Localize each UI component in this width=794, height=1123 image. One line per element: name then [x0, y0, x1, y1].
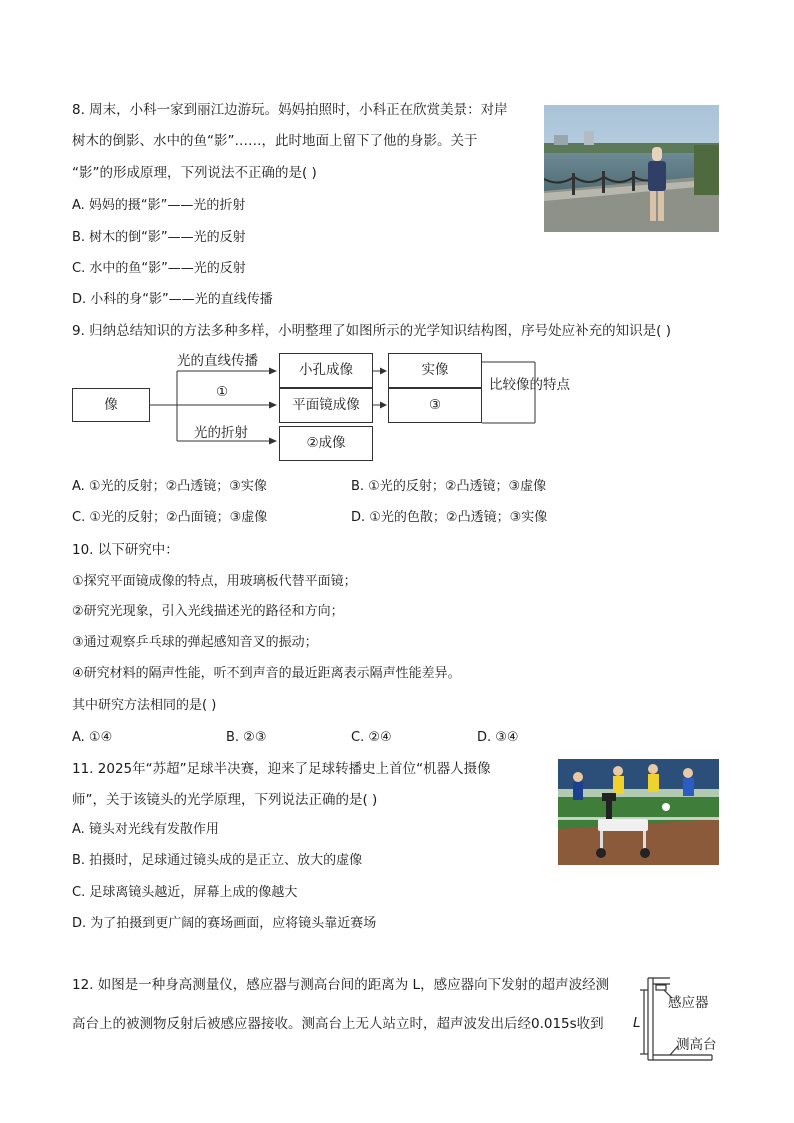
fig-label-L: L: [633, 1015, 641, 1031]
q11-stem-line-2: 师”，关于该镜头的光学原理，下列说法正确的是( ): [72, 792, 378, 808]
q8-option-c: C. 水中的鱼“影”——光的反射: [72, 261, 246, 276]
q10-option-a: A. ①④: [72, 730, 113, 745]
q8-stem-line-3: “影”的形成原理，下列说法不正确的是( ): [72, 165, 317, 181]
diagram-box-lens: ②成像: [279, 426, 373, 461]
q10-item-3: ③通过观察乒乓球的弹起感知音叉的振动；: [72, 635, 318, 650]
diagram-box-real-image: 实像: [388, 353, 482, 388]
diagram-label-refraction: 光的折射: [194, 425, 248, 441]
q10-item-1: ①探究平面镜成像的特点，用玻璃板代替平面镜；: [72, 574, 357, 589]
q10-stem: 10. 以下研究中：: [72, 542, 179, 558]
q11-option-a: A. 镜头对光线有发散作用: [72, 822, 219, 837]
q9-option-b: B. ①光的反射；②凸透镜；③虚像: [351, 479, 547, 494]
q8-option-d: D. 小科的身“影”——光的直线传播: [72, 292, 273, 307]
q12-stem-line-2: 高台上的被测物反射后被感应器接收。测高台上无人站立时，超声波发出后经0.015s收到: [72, 1016, 604, 1032]
q8-option-b: B. 树木的倒“影”——光的反射: [72, 230, 246, 245]
diagram-box-image: 像: [72, 388, 150, 422]
q8-stem-line-1: 8. 周末，小科一家到丽江边游玩。妈妈拍照时，小科正在欣赏美景：对岸: [72, 102, 508, 118]
q10-option-c: C. ②④: [351, 730, 392, 745]
q10-item-2: ②研究光现象，引入光线描述光的路径和方向；: [72, 604, 344, 619]
diagram-label-rectilinear: 光的直线传播: [177, 353, 258, 369]
q8-stem-line-2: 树木的倒影、水中的鱼“影”……，此时地面上留下了他的身影。关于: [72, 133, 478, 149]
fig-label-platform: 测高台: [676, 1037, 717, 1053]
diagram-box-pinhole: 小孔成像: [279, 353, 373, 388]
diagram-label-blank-1: ①: [216, 384, 229, 400]
diagram-label-compare: 比较像的特点: [489, 377, 570, 393]
q11-option-b: B. 拍摄时，足球通过镜头成的是正立、放大的虚像: [72, 853, 363, 868]
q10-question: 其中研究方法相同的是( ): [72, 698, 217, 713]
diagram-box-plane-mirror: 平面镜成像: [279, 388, 373, 423]
q9-option-c: C. ①光的反射；②凸面镜；③虚像: [72, 510, 268, 525]
fig-label-sensor: 感应器: [668, 995, 709, 1011]
q9-option-d: D. ①光的色散；②凸透镜；③实像: [351, 510, 548, 525]
q10-item-4: ④研究材料的隔声性能，听不到声音的最近距离表示隔声性能差异。: [72, 666, 461, 681]
q10-option-b: B. ②③: [226, 730, 267, 745]
q8-option-a: A. 妈妈的摄“影”——光的折射: [72, 198, 246, 213]
q12-stem-line-1: 12. 如图是一种身高测量仪，感应器与测高台间的距离为 L，感应器向下发射的超声波经测: [72, 977, 610, 993]
q11-stem-line-1: 11. 2025年“苏超”足球半决赛，迎来了足球转播史上首位“机器人摄像: [72, 761, 491, 777]
diagram-box-blank-3: ③: [388, 388, 482, 423]
q11-option-d: D. 为了拍摄到更广阔的赛场画面，应将镜头靠近赛场: [72, 916, 377, 931]
q9-option-a: A. ①光的反射；②凸透镜；③实像: [72, 479, 267, 494]
q9-stem: 9. 归纳总结知识的方法多种多样，小明整理了如图所示的光学知识结构图，序号处应补充的知识是( ): [72, 323, 671, 339]
q11-option-c: C. 足球离镜头越近，屏幕上成的像越大: [72, 885, 298, 900]
q10-option-d: D. ③④: [477, 730, 519, 745]
